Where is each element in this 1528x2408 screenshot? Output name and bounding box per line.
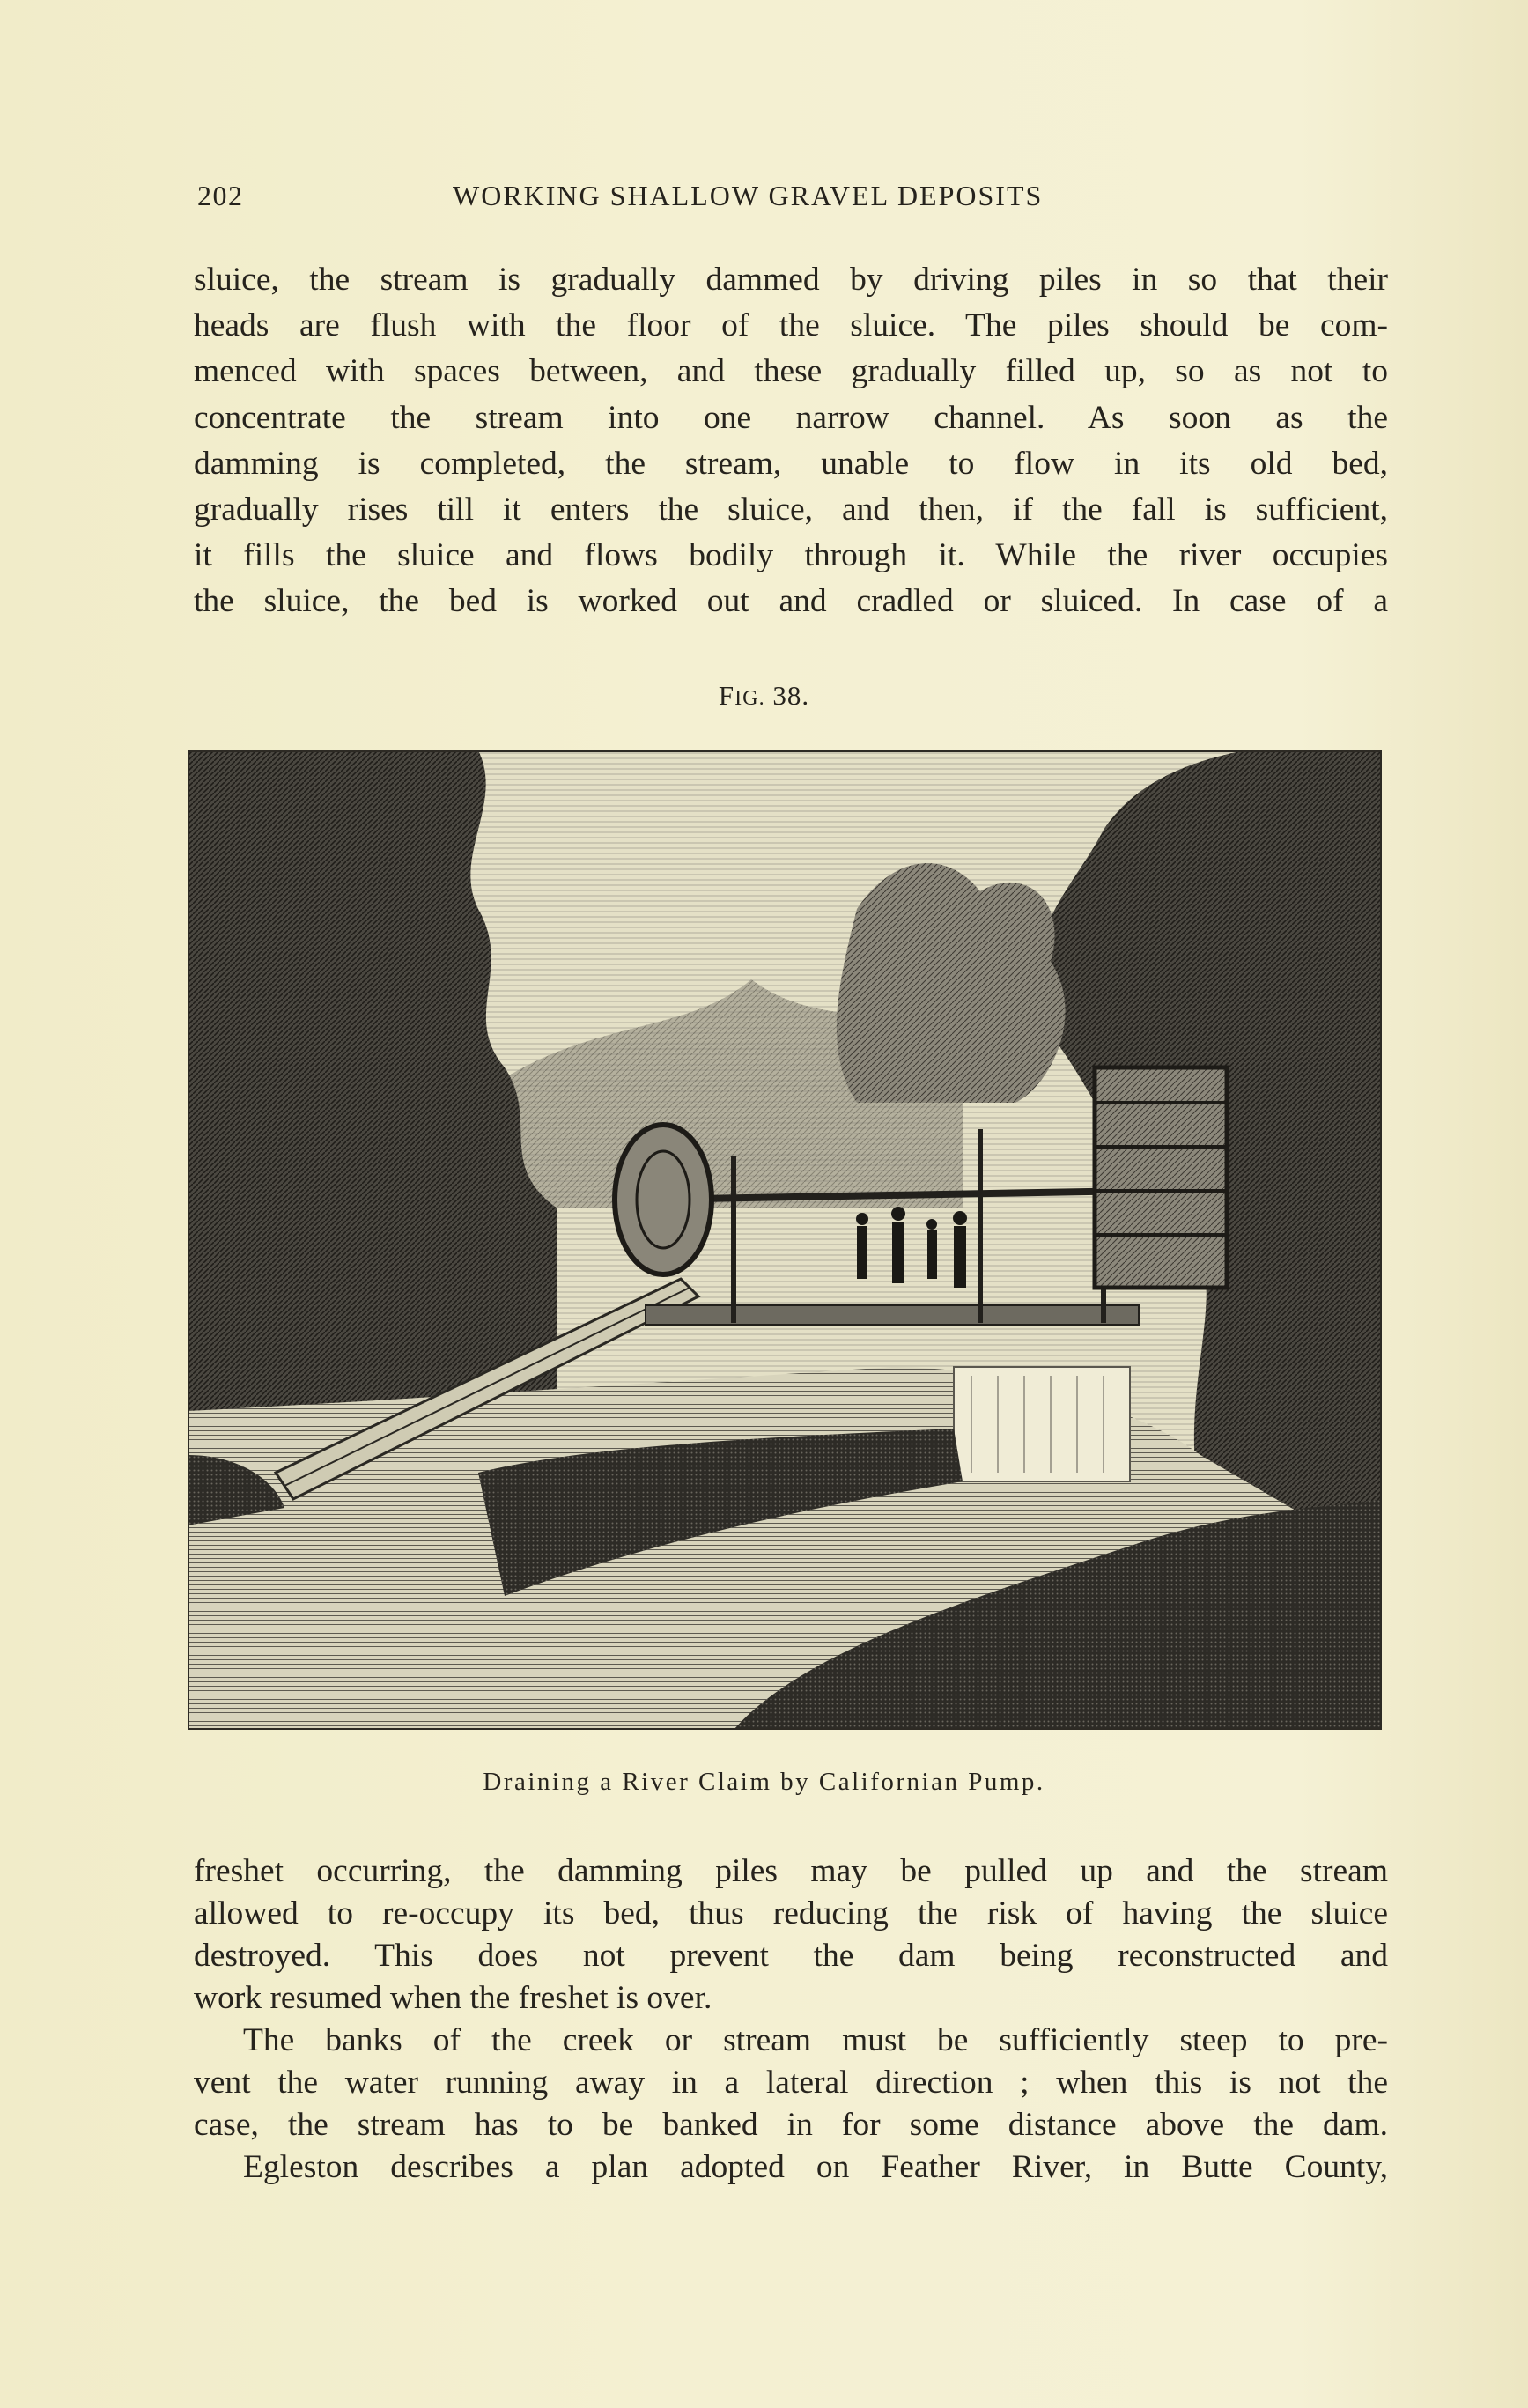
bottom-text [194,1850,1388,2189]
text-line: case, the stream has to be banked in for some distance above the dam. [194,2107,1388,2143]
figure-number: 38. [772,680,810,711]
text-line: sluice, the stream is gradually dammed by driving piles in so that their [194,262,1388,298]
text-line: destroyed. This does not prevent the dam being reconstructed and [194,1938,1388,1974]
text-line: the sluice, the bed is worked out and cradled or sluiced. In case of a [194,583,1388,620]
pump-wheel [1095,1067,1227,1288]
figure-caption: Draining a River Claim by Californian Pump. [483,1768,1045,1796]
mid-trees [837,863,1066,1103]
text-line: vent the water running away in a lateral direction ; when this is not the [194,2065,1388,2101]
text-line: heads are flush with the floor of the sluice. The piles should be com- [194,307,1388,344]
figure-label [0,680,1528,712]
text-line: The banks of the creek or stream must be sufficiently steep to pre- [243,2022,1388,2058]
running-title: WORKING SHALLOW GRAVEL DEPOSITS [453,180,1044,211]
text-line: allowed to re-occupy its bed, thus reducing the risk of having the sluice [194,1895,1388,1932]
text-line: work resumed when the freshet is over. [194,1980,712,2016]
figure-label-initial: F [718,680,735,711]
running-head [197,180,1386,217]
text-line: menced with spaces between, and these gradually filled up, so as not to [194,353,1388,390]
text-line: Egleston describes a plan adopted on Feather River, in Butte County, [243,2149,1388,2185]
text-line: damming is completed, the stream, unable to flow in its old bed, [194,445,1388,482]
page-number: 202 [197,180,244,211]
top-paragraph [194,257,1388,625]
engraving-illustration [188,750,1382,1730]
text-line: gradually rises till it enters the sluice, and then, if the fall is sufficient, [194,491,1388,528]
platform [646,1305,1139,1325]
text-line: freshet occurring, the damming piles may be pulled up and the stream [194,1853,1388,1889]
text-line: concentrate the stream into one narrow channel. As soon as the [194,399,1388,436]
water-wheel [615,1125,712,1274]
text-line: it fills the sluice and flows bodily through it. While the river occupies [194,537,1388,574]
figure-label-rest: IG. [734,686,765,710]
